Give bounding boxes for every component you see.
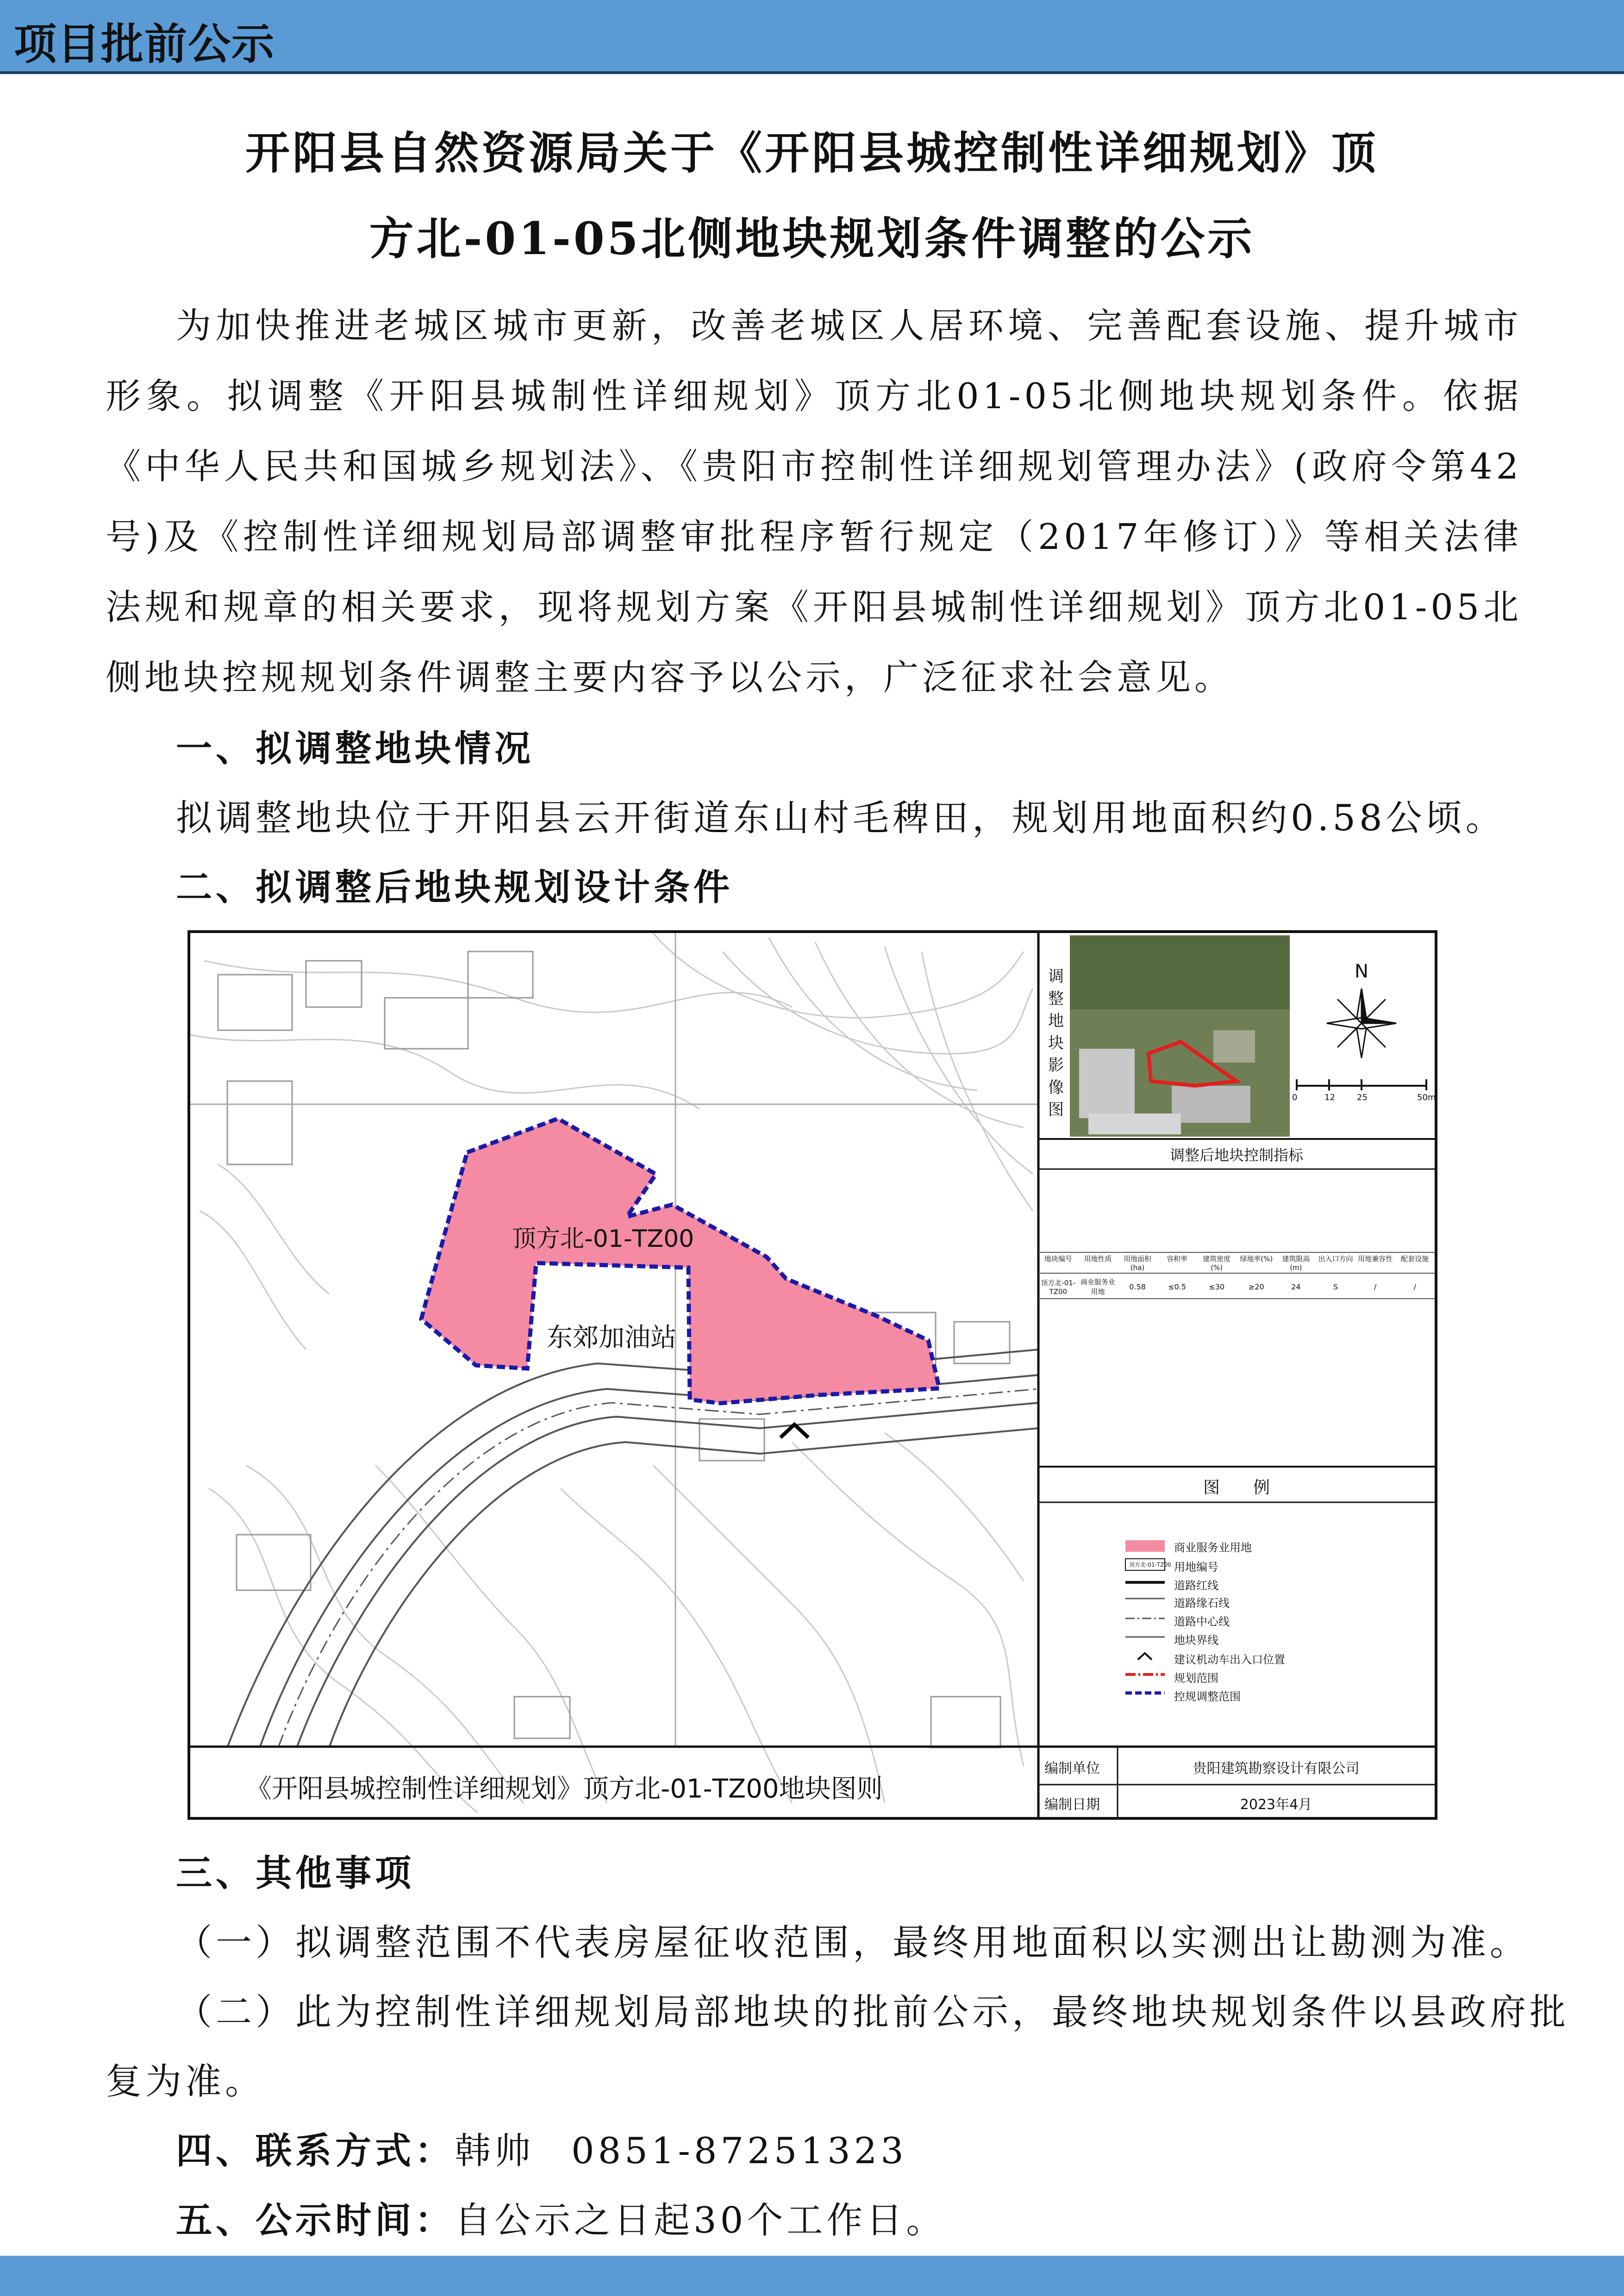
banner-label: 项目批前公示 [14, 19, 275, 69]
th-height: 建筑限高(m) [1282, 1255, 1310, 1272]
td-far: ≤0.5 [1168, 1282, 1186, 1291]
section3-item2-line1: （二）此为控制性详细规划局部地块的批前公示，最终地块规划条件以县政府批 [176, 1991, 1570, 2033]
contact-name: 韩帅 [455, 2130, 535, 2172]
td-entrance: S [1333, 1282, 1338, 1291]
legend-entrance: 建议机动车出入口位置 [1174, 1653, 1285, 1666]
td-density: ≤30 [1209, 1282, 1225, 1291]
td-green: ≥20 [1248, 1282, 1264, 1291]
th-density: 建筑密度(%) [1203, 1255, 1231, 1272]
td-land-use: 商业服务业用地 [1080, 1278, 1115, 1296]
contact-phone: 0851-87251323 [571, 2130, 907, 2172]
scale-50m: 50m [1417, 1093, 1436, 1102]
legend-road-redline: 道路红线 [1174, 1579, 1218, 1592]
indicator-table-header [1038, 1254, 1435, 1272]
title-line-2: 方北-01-05北侧地块规划条件调整的公示 [369, 212, 1255, 265]
image-title: 调整地块影像图 [1048, 967, 1064, 1119]
th-area: 用地面积(ha) [1123, 1255, 1151, 1272]
legend-center-line: 道路中心线 [1174, 1615, 1230, 1628]
contact-line [176, 2122, 907, 2174]
legend-code-sample: 顶方北-01-TZ00 [1129, 1562, 1171, 1568]
td-parcel-code: 顶方北-01-TZ00 [1041, 1278, 1076, 1296]
intro-paragraph: 为加快推进老城区城市更新，改善老城区人居环境、完善配套设施、提升城市形象。拟调整《开阳县城制性详细规划》顶方北01-05北侧地块规划条件。依据《中华人民共和国城乡规划法》、《贵阳市控制性详细规划管理办法》(政府令第42号)及《控制性详细规划局部调整审批程序暂行规定（2017年修订）》等相关法律法规和规章的相关要求，现将规划方案《开阳县城制性详细规划》顶方北01-05北侧地块控规规划条件调整主要内容予以公示，广泛征求社会意见。 [106, 305, 1522, 698]
section3-item1: （一）拟调整范围不代表房屋征收范围，最终用地面积以实测出让勘测为准。 [176, 1922, 1530, 1964]
scale-12: 12 [1324, 1093, 1335, 1102]
legend-curb-line: 道路缘石线 [1174, 1597, 1230, 1610]
section1-heading: 一、拟调整地块情况 [176, 728, 535, 770]
section3-heading: 三、其他事项 [176, 1853, 415, 1894]
date-value: 2023年4月 [1240, 1797, 1312, 1813]
scale-0: 0 [1292, 1093, 1298, 1102]
th-green: 绿地率(%) [1240, 1255, 1273, 1263]
gas-station-label: 东郊加油站 [547, 1323, 676, 1353]
td-compat: / [1374, 1282, 1377, 1291]
planning-map-figure [187, 930, 1437, 1820]
legend-commercial: 商业服务业用地 [1174, 1541, 1252, 1554]
date-label: 编制日期 [1044, 1797, 1100, 1813]
top-banner [0, 0, 1624, 74]
publicity-time-line [176, 2191, 946, 2243]
legend-title: 图 例 [1203, 1478, 1270, 1497]
section1-text: 拟调整地块位于开阳县云开街道东山村毛稗田，规划用地面积约0.58公顷。 [176, 797, 1505, 839]
bottom-banner [0, 2256, 1624, 2296]
th-entrance: 出入口方向 [1318, 1255, 1353, 1263]
legend-parcel-boundary: 地块界线 [1174, 1634, 1218, 1647]
title-line-1: 开阳县自然资源局关于《开阳县城控制性详细规划》顶 [245, 127, 1379, 179]
section3-item2-line2: 复为准。 [106, 2061, 265, 2103]
section4-heading: 四、联系方式： [176, 2130, 455, 2172]
th-facilities: 配套设施 [1401, 1255, 1429, 1263]
figure-caption: 《开阳县城控制性详细规划》顶方北-01-TZ00地块图则 [246, 1774, 883, 1804]
unit-label: 编制单位 [1044, 1761, 1100, 1777]
planning-map [190, 933, 1435, 1817]
parcel-label: 顶方北-01-TZ00 [512, 1225, 694, 1253]
legend-plan-range: 规划范围 [1174, 1672, 1218, 1685]
legend-parcel-code: 用地编号 [1174, 1561, 1218, 1574]
td-facilities: / [1413, 1282, 1416, 1291]
legend-adjust-range: 控规调整范围 [1174, 1690, 1241, 1703]
section2-heading: 二、拟调整后地块规划设计条件 [176, 867, 734, 908]
section5-heading: 五、公示时间： [176, 2200, 455, 2241]
td-height: 24 [1291, 1282, 1301, 1291]
th-parcel-code: 地块编号 [1044, 1255, 1072, 1263]
td-area: 0.58 [1129, 1282, 1146, 1291]
th-compat: 用地兼容性 [1358, 1255, 1393, 1263]
indicator-table-row [1038, 1276, 1435, 1298]
north-label: N [1355, 961, 1368, 982]
unit-value: 贵阳建筑勘察设计有限公司 [1193, 1761, 1360, 1777]
scale-25: 25 [1357, 1093, 1368, 1102]
th-far: 容积率 [1167, 1255, 1188, 1263]
publicity-time-text: 自公示之日起30个工作日。 [455, 2200, 946, 2241]
indicator-title: 调整后地块控制指标 [1169, 1146, 1303, 1164]
th-land-use: 用地性质 [1084, 1255, 1112, 1263]
